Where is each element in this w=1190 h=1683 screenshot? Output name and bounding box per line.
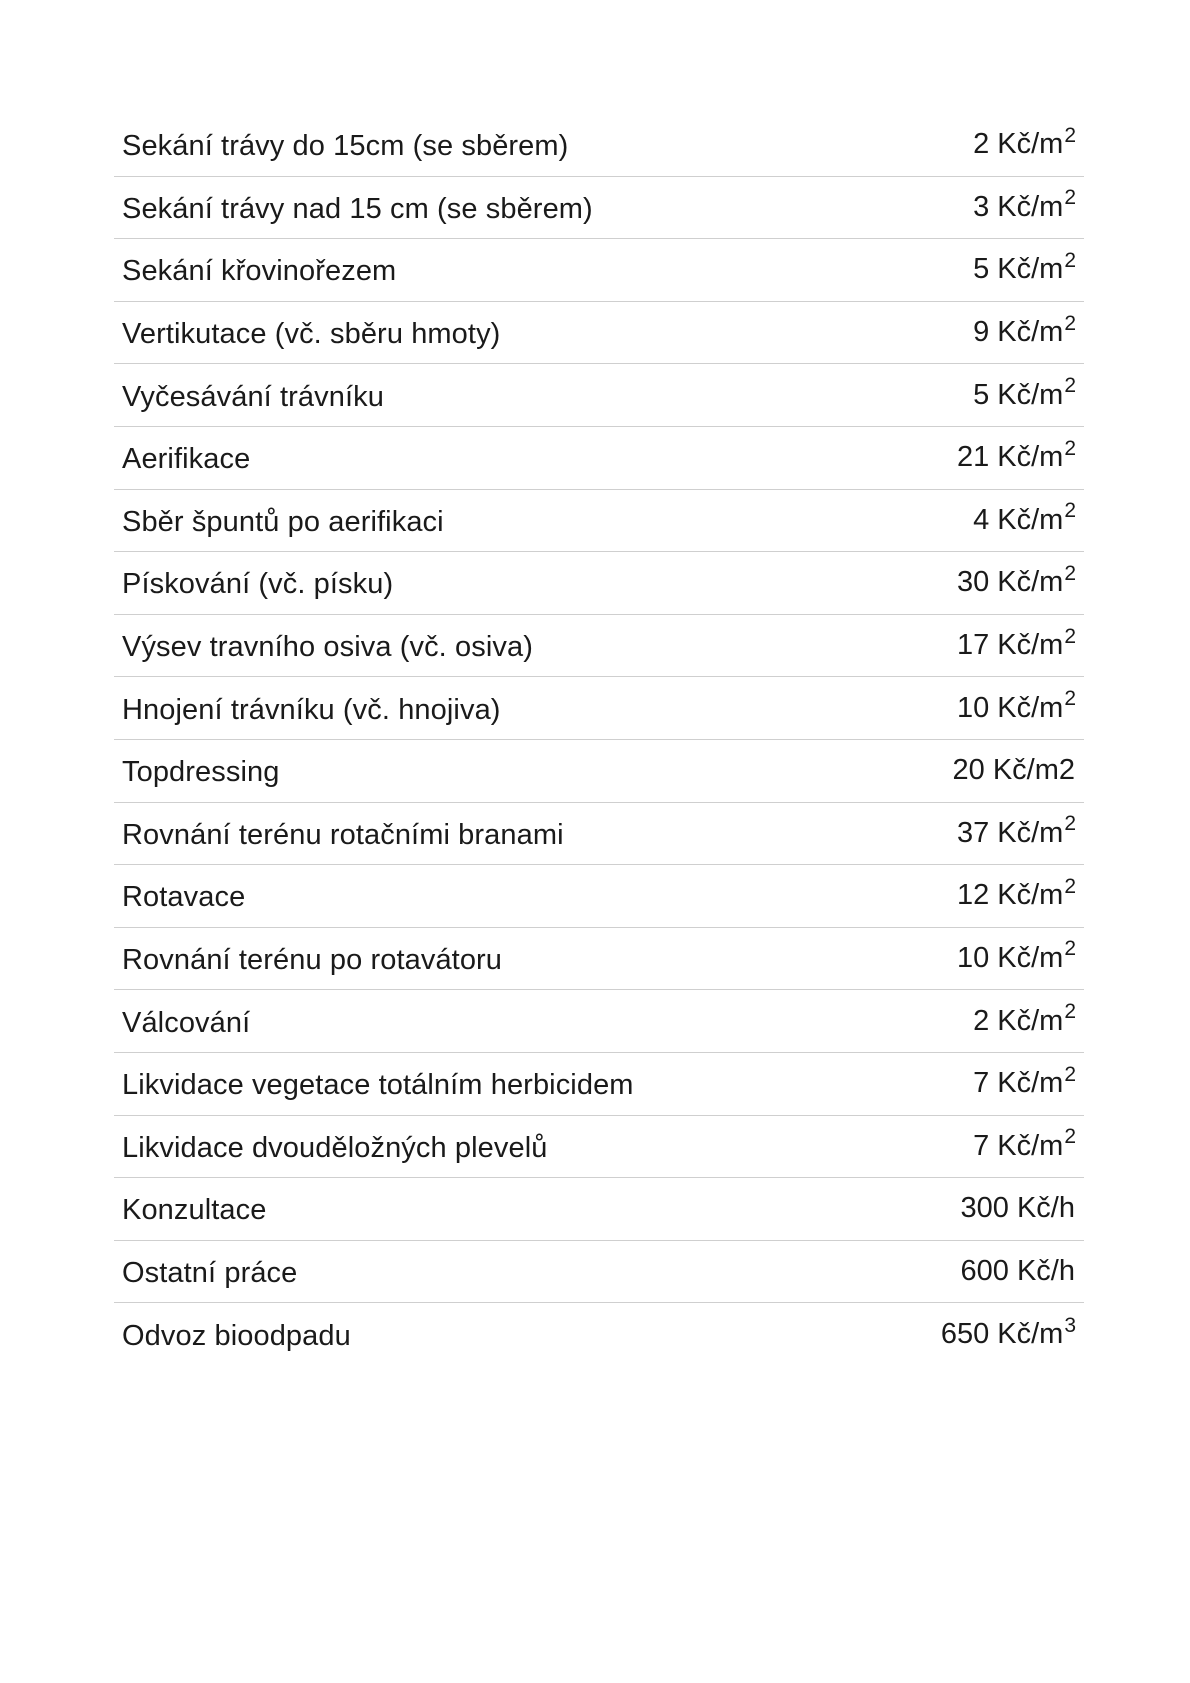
- service-price: 7 $Kč/m^2$: [973, 1125, 1076, 1162]
- service-name: Vertikutace (vč. sběru hmoty): [122, 318, 501, 351]
- service-price: 2 $Kč/m^2$: [973, 123, 1076, 161]
- price-row: [114, 1178, 1084, 1241]
- service-name: Pískování (vč. písku): [122, 568, 394, 601]
- service-price: 600 Kč/h: [960, 1254, 1075, 1287]
- service-name: Výsev travního osiva (vč. osiva): [122, 631, 533, 664]
- service-name: Sekání trávy do 15cm (se sběrem): [122, 130, 569, 163]
- service-name: Topdressing: [122, 756, 280, 789]
- service-name: Vyčesávání trávníku: [122, 380, 384, 413]
- price-exponent: 2: [1064, 499, 1076, 523]
- price-exponent: 3: [1064, 1313, 1076, 1337]
- service-name: Likvidace dvouděložných plevelů: [122, 1131, 548, 1164]
- price-exponent: 2: [1064, 1062, 1076, 1086]
- price-exponent: 2: [1064, 311, 1076, 335]
- price-row: [114, 1053, 1084, 1116]
- service-price: 300 Kč/h: [960, 1192, 1075, 1225]
- price-row: [114, 364, 1084, 427]
- price-row: [114, 239, 1084, 302]
- service-name: Sběr špuntů po aerifikaci: [122, 505, 444, 538]
- service-price: 2 $Kč/m^2$: [973, 1000, 1076, 1037]
- service-price: 17 $Kč/m^2$: [956, 624, 1076, 662]
- price-exponent: 2: [1064, 874, 1076, 898]
- price-row: [114, 427, 1084, 490]
- service-name: Rotavace: [122, 881, 246, 914]
- service-price: 5 $Kč/m^2$: [973, 374, 1076, 411]
- price-exponent: 2: [1064, 561, 1076, 585]
- price-row: [114, 1303, 1084, 1366]
- service-name: Hnojení trávníku (vč. hnojiva): [122, 693, 501, 726]
- service-price: 9 $Kč/m^2$: [973, 311, 1076, 349]
- price-exponent: 2: [1064, 687, 1076, 711]
- service-price: 20 Kč/m2: [952, 754, 1075, 787]
- service-price: 10 $Kč/m^2$: [956, 687, 1076, 724]
- price-row: [114, 865, 1084, 928]
- price-row: [114, 990, 1084, 1053]
- service-price: 21 $Kč/m^2$: [956, 436, 1076, 474]
- price-row: [114, 677, 1084, 740]
- price-row: [114, 740, 1084, 803]
- price-exponent: 2: [1064, 1000, 1076, 1024]
- service-name: Sekání křovinořezem: [122, 255, 397, 288]
- price-exponent: 2: [1064, 248, 1076, 272]
- service-name: Rovnání terénu rotačními branami: [122, 818, 564, 851]
- price-row: [114, 552, 1084, 615]
- service-name: Ostatní práce: [122, 1256, 298, 1289]
- service-price: 7 $Kč/m^2$: [973, 1062, 1076, 1100]
- service-name: Rovnání terénu po rotavátoru: [122, 944, 503, 977]
- price-row: [114, 114, 1084, 177]
- service-name: Aerifikace: [122, 443, 251, 476]
- service-name: Konzultace: [122, 1194, 267, 1227]
- price-row: [114, 803, 1084, 866]
- price-exponent: 2: [1064, 436, 1076, 460]
- service-name: Odvoz bioodpadu: [122, 1320, 351, 1353]
- price-exponent: 2: [1064, 186, 1076, 210]
- service-price: 5 $Kč/m^2$: [973, 248, 1076, 286]
- price-row: [114, 1116, 1084, 1179]
- service-price: 3 $Kč/m^2$: [973, 186, 1076, 223]
- price-exponent: 2: [1064, 624, 1076, 648]
- price-row: [114, 615, 1084, 678]
- price-list: [114, 114, 1084, 1366]
- service-price: 12 $Kč/m^2$: [956, 874, 1076, 912]
- service-price: 30 $Kč/m^2$: [956, 561, 1076, 599]
- price-row: [114, 490, 1084, 553]
- price-exponent: 2: [1064, 123, 1076, 147]
- service-name: Likvidace vegetace totálním herbicidem: [122, 1069, 634, 1102]
- service-price: 650 $Kč/m^3$: [940, 1313, 1076, 1351]
- price-row: [114, 928, 1084, 991]
- price-row: [114, 302, 1084, 365]
- price-row: [114, 177, 1084, 240]
- price-exponent: 2: [1064, 937, 1076, 961]
- service-name: Válcování: [122, 1006, 251, 1039]
- service-name: Sekání trávy nad 15 cm (se sběrem): [122, 192, 593, 225]
- price-exponent: 2: [1064, 812, 1076, 836]
- price-exponent: 2: [1064, 374, 1076, 398]
- service-price: 10 $Kč/m^2$: [956, 937, 1076, 975]
- price-row: [114, 1241, 1084, 1304]
- service-price: 4 $Kč/m^2$: [973, 499, 1076, 536]
- price-exponent: 2: [1064, 1125, 1076, 1149]
- service-price: 37 $Kč/m^2$: [956, 812, 1076, 849]
